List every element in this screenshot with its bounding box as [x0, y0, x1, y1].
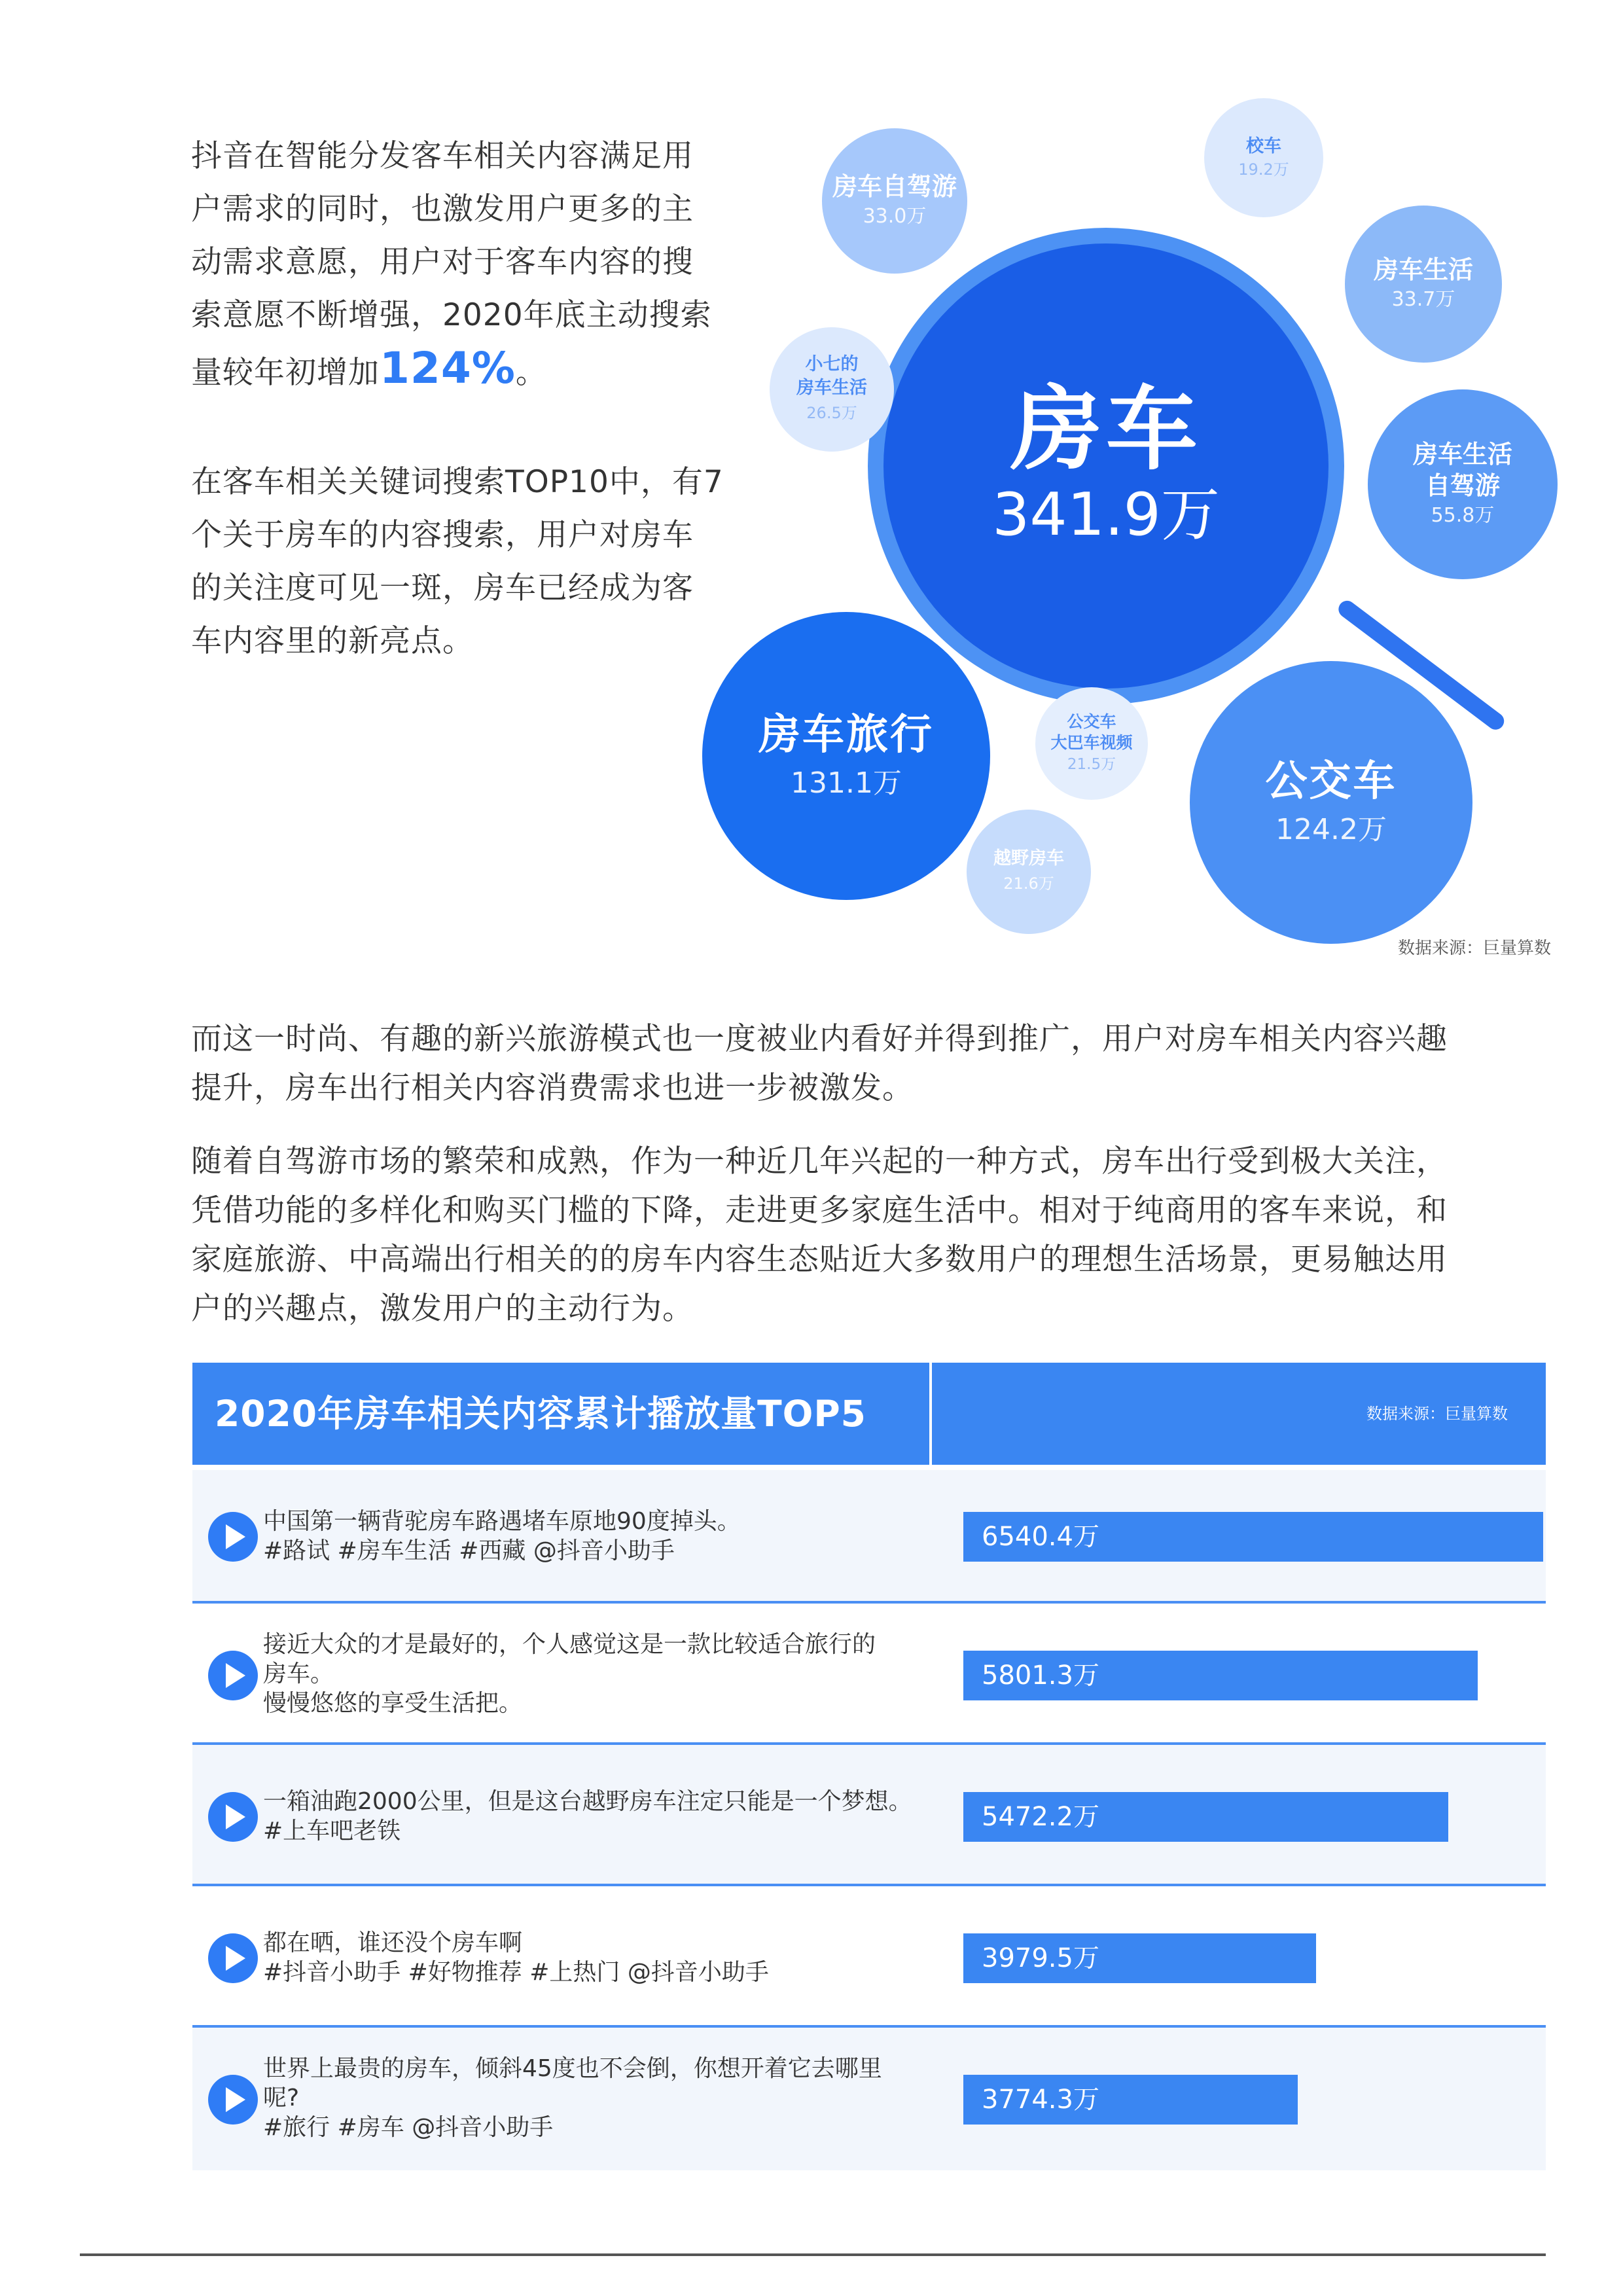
intro-line: 动需求意愿，用户对于客车内容的搜: [191, 244, 694, 280]
table-source: 数据来源：巨量算数: [1366, 1405, 1508, 1423]
play-count-bar: [963, 1512, 1543, 1562]
description-line: #路试 #房车生活 #西藏 @抖音小助手: [263, 1537, 675, 1564]
bubble-label: 越野房车: [993, 848, 1064, 869]
description-line: 接近大众的才是最好的，个人感觉这是一款比较适合旅行的: [263, 1631, 876, 1658]
table-row: [192, 1604, 1546, 1745]
intro-line: 个关于房车的内容搜索，用户对房车: [191, 517, 694, 553]
description-line: 中国第一辆背驼房车路遇堵车原地90度掉头。: [263, 1508, 741, 1535]
play-count-label: 3979.5万: [982, 1943, 1099, 1973]
body-line: 家庭旅游、中高端出行相关的的房车内容生态贴近大多数用户的理想生活场景，更易触达用: [191, 1242, 1448, 1278]
bubble-label: 小七的 房车生活: [796, 354, 867, 398]
body-line: 随着自驾游市场的繁荣和成熟，作为一种近几年兴起的一种方式，房车出行受到极大关注，: [191, 1143, 1448, 1179]
bubble-value: 26.5万: [806, 404, 857, 422]
intro-line: 车内容里的新亮点。: [191, 623, 474, 659]
bubble-gongjiao: [1190, 661, 1472, 944]
bubble-shenghuo-zijiayou: [1368, 389, 1558, 579]
description-line: 世界上最贵的房车，倾斜45度也不会倒，你想开着它去哪里: [263, 2055, 882, 2082]
bubble-fangche-lvxing: [702, 612, 990, 900]
video-description: [263, 1928, 937, 1987]
table-row: [192, 1745, 1546, 1886]
description-line: 呢?: [263, 2085, 300, 2111]
bubble-label: 公交车 大巴车视频: [1050, 712, 1133, 752]
play-count-label: 6540.4万: [982, 1522, 1099, 1552]
body-paragraph-4: [191, 1137, 1546, 1333]
chart-source: 数据来源：巨量算数: [1397, 939, 1551, 958]
video-description: [263, 1507, 937, 1566]
body-paragraph-3: [191, 1014, 1546, 1113]
play-count-label: 3774.3万: [982, 2085, 1099, 2115]
play-count-bar: [963, 1651, 1478, 1700]
intro-text: 。: [515, 355, 547, 391]
play-icon[interactable]: [208, 1933, 258, 1983]
description-line: #旅行 #房车 @抖音小助手: [263, 2114, 554, 2141]
bubble-xiaoche: [1204, 98, 1323, 217]
play-count-bar: [963, 1792, 1448, 1842]
bubble-value: 55.8万: [1431, 504, 1495, 527]
description-line: 房车。: [263, 1660, 334, 1687]
bubble-value: 131.1万: [791, 766, 902, 800]
bubble-label: 房车旅行: [758, 711, 934, 759]
table-row: [192, 2028, 1546, 2170]
video-description: [263, 2054, 937, 2142]
description-line: #抖音小助手 #好物推荐 #上热门 @抖音小助手: [263, 1959, 769, 1986]
play-count-label: 5472.2万: [982, 1802, 1099, 1832]
bubble-label: 房车: [1010, 376, 1202, 483]
bubble-xiaoqi: [770, 327, 894, 452]
growth-highlight: 124%: [380, 343, 516, 393]
description-line: #上车吧老铁: [263, 1818, 401, 1844]
bubble-fangche-shenghuo: [1345, 206, 1502, 363]
bubble-value: 124.2万: [1275, 813, 1387, 846]
body-line: 而这一时尚、有趣的新兴旅游模式也一度被业内看好并得到推广，用户对房车相关内容兴趣: [191, 1021, 1448, 1057]
body-line: 凭借功能的多样化和购买门槛的下降，走进更多家庭生活中。相对于纯商用的客车来说，和: [191, 1193, 1448, 1229]
bubble-fangche: [883, 243, 1329, 689]
bubble-label: 校车: [1246, 136, 1281, 156]
footer-rule: [80, 2253, 1546, 2256]
bubble-value: 19.2万: [1238, 160, 1289, 179]
intro-line: 户需求的同时，也激发用户更多的主: [191, 191, 694, 227]
table-row: [192, 1470, 1546, 1604]
bubble-label: 公交车: [1265, 757, 1397, 806]
top5-table-header: [192, 1363, 1546, 1465]
description-line: 一箱油跑2000公里，但是这台越野房车注定只能是一个梦想。: [263, 1788, 912, 1815]
intro-line: 抖音在智能分发客车相关内容满足用: [191, 138, 694, 174]
body-line: 提升，房车出行相关内容消费需求也进一步被激发。: [191, 1070, 914, 1106]
description-line: 都在晒，谁还没个房车啊: [263, 1929, 523, 1956]
play-count-bar: [963, 2075, 1298, 2125]
bubble-gongjiao-video: [1035, 687, 1148, 800]
table-title: 2020年房车相关内容累计播放量TOP5: [215, 1393, 866, 1435]
intro-line: 在客车相关关键词搜索TOP10中，有7: [191, 464, 724, 500]
play-icon[interactable]: [208, 2075, 258, 2125]
play-count-label: 5801.3万: [982, 1660, 1099, 1691]
play-count-bar: [963, 1933, 1316, 1983]
bubble-value: 33.0万: [863, 205, 927, 228]
video-description: [263, 1787, 937, 1846]
bubble-yueye: [967, 810, 1091, 934]
bubble-fangche-zijiayou: [822, 128, 967, 274]
bubble-value: 341.9万: [992, 480, 1220, 549]
bubble-value: 21.5万: [1067, 756, 1116, 773]
description-line: 慢慢悠悠的享受生活把。: [263, 1690, 523, 1717]
play-icon[interactable]: [208, 1512, 258, 1562]
intro-line: 索意愿不断增强，2020年底主动搜索: [191, 297, 712, 333]
intro-line: [191, 342, 754, 399]
bubble-value: 33.7万: [1391, 288, 1455, 311]
table-row: [192, 1886, 1546, 2028]
intro-paragraph-2: [191, 456, 754, 668]
play-icon[interactable]: [208, 1651, 258, 1700]
play-icon[interactable]: [208, 1792, 258, 1842]
body-line: 户的兴趣点，激发用户的主动行为。: [191, 1291, 694, 1327]
intro-paragraph-1: [191, 130, 754, 399]
bubble-value: 21.6万: [1003, 874, 1054, 893]
bubble-label: 房车生活 自驾游: [1412, 440, 1512, 500]
bubble-label: 房车自驾游: [832, 172, 957, 201]
video-description: [263, 1630, 937, 1718]
intro-line: 的关注度可见一斑，房车已经成为客: [191, 570, 694, 606]
intro-text: 量较年初增加: [191, 355, 380, 391]
bubble-label: 房车生活: [1373, 255, 1473, 284]
